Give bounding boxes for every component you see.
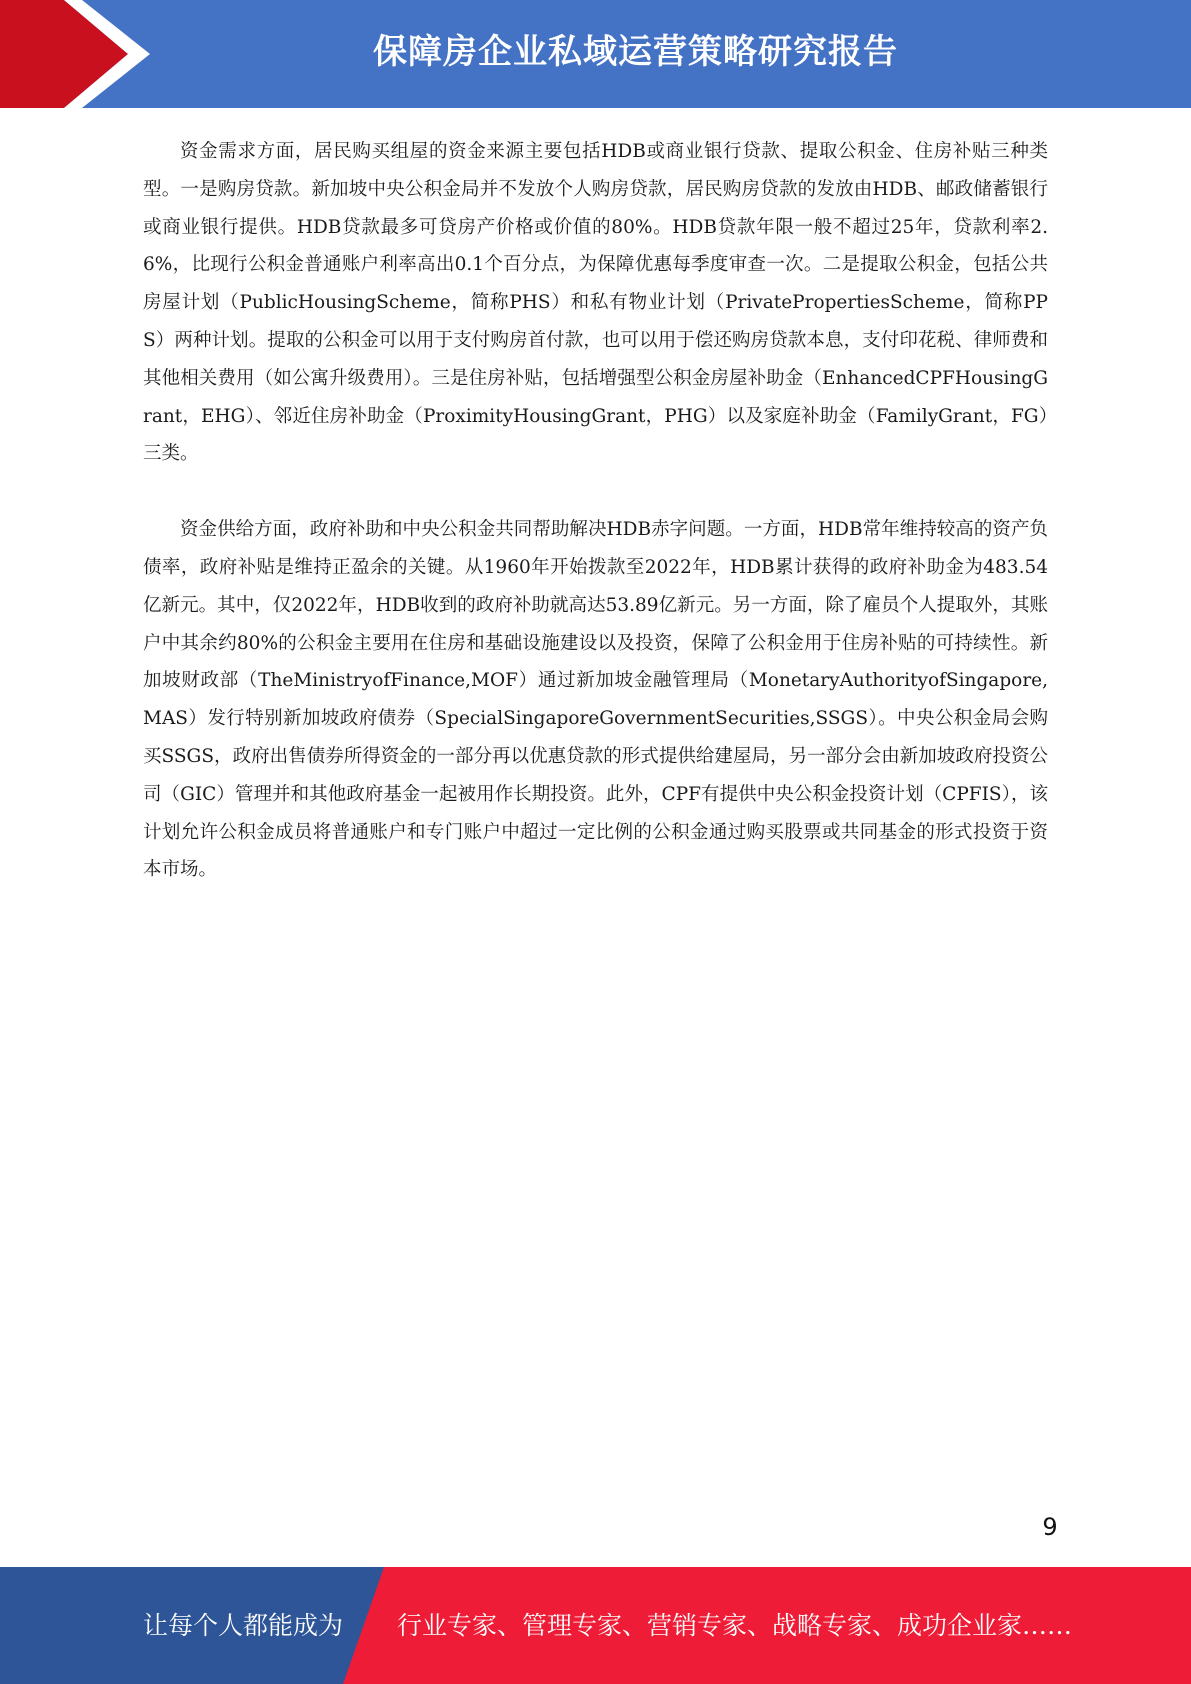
- header-title: 保障房企业私域运营策略研究报告: [373, 32, 898, 72]
- paragraph-funding-supply: 资金供给方面，政府补助和中央公积金共同帮助解决HDB赤字问题。一方面，HDB常年维持较高的资产负债率，政府补贴是维持正盈余的关键。从1960年开始拨款至2022年，HDB累计获得的政府补助金为483.54亿新元。其中，仅2022年，HDB收到的政府补助就高达53.89亿新元。另一方面，除了雇员个人提取外，其账户中其余约80%的公积金主要用在住房和基础设施建设以及投资，保障了公积金用于住房补贴的可持续性。新加坡财政部（TheMinistryofFinance,MOF）通过新加坡金融管理局（MonetaryAuthorityofSingapore,MAS）发行特别新加坡政府债券（SpecialSingaporeGovernmentSecurities,SSGS）。中央公积金局会购买SSGS，政府出售债券所得资金的一部分再以优惠贷款的形式提供给建屋局，另一部分会由新加坡政府投资公司（GIC）管理并和其他政府基金一起被用作长期投资。此外，CPF有提供中央公积金投资计划（CPFIS），该计划允许公积金成员将普通账户和专门账户中超过一定比例的公积金通过购买股票或共同基金的形式投资于资本市场。: [143, 519, 1048, 881]
- report-body: [143, 133, 1048, 889]
- page-footer: [0, 1567, 1191, 1684]
- page-number: 9: [1042, 1513, 1058, 1541]
- page-header: [0, 0, 1191, 111]
- footer-slogan-lead: 让每个人都能成为: [143, 1611, 344, 1640]
- footer-slogan-roles: 行业专家、管理专家、营销专家、战略专家、成功企业家……: [397, 1611, 1073, 1640]
- paragraph-funding-demand: 资金需求方面，居民购买组屋的资金来源主要包括HDB或商业银行贷款、提取公积金、住房补贴三种类型。一是购房贷款。新加坡中央公积金局并不发放个人购房贷款，居民购房贷款的发放由HDB、邮政储蓄银行或商业银行提供。HDB贷款最多可贷房产价格或价值的80%。HDB贷款年限一般不超过25年，贷款利率2.6%，比现行公积金普通账户利率高出0.1个百分点，为保障优惠每季度审查一次。二是提取公积金，包括公共房屋计划（PublicHousingScheme，简称PHS）和私有物业计划（PrivatePropertiesScheme，简称PPS）两种计划。提取的公积金可以用于支付购房首付款，也可以用于偿还购房贷款本息，支付印花税、律师费和其他相关费用（如公寓升级费用）。三是住房补贴，包括增强型公积金房屋补助金（EnhancedCPFHousingGrant，EHG）、邻近住房补助金（ProximityHousingGrant，PHG）以及家庭补助金（FamilyGrant，FG）三类。: [143, 141, 1048, 465]
